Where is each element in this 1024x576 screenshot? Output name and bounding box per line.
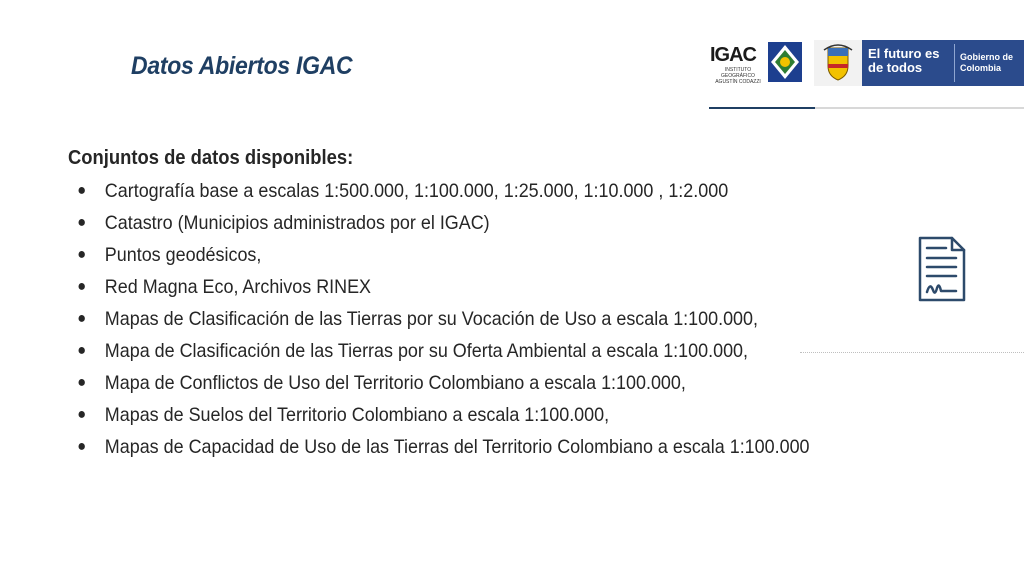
list-item-text: Catastro (Municipios administrados por el IGAC) — [104, 212, 490, 234]
igac-logo-text: IGAC — [710, 44, 756, 66]
bullet-icon: ● — [77, 182, 87, 199]
list-item — [68, 271, 810, 303]
list-item — [68, 239, 810, 271]
bullet-icon: ● — [77, 438, 87, 455]
igac-logo — [708, 40, 804, 86]
igac-emblem-icon — [768, 42, 802, 82]
page-title: Datos Abiertos IGAC — [131, 52, 353, 80]
bullet-icon: ● — [77, 310, 87, 327]
list-item — [68, 399, 810, 431]
bullet-icon: ● — [77, 214, 87, 231]
list-item-text: Mapas de Clasificación de las Tierras por su Vocación de Uso a escala 1:100.000, — [104, 308, 759, 330]
list-item-text: Red Magna Eco, Archivos RINEX — [104, 276, 372, 298]
dataset-list — [68, 175, 874, 463]
list-item-text: Mapas de Capacidad de Uso de las Tierras del Territorio Colombiano a escala 1:100.000 — [104, 436, 810, 458]
list-item-text: Mapa de Conflictos de Uso del Territorio Colombiano a escala 1:100.000, — [104, 372, 686, 394]
bullet-icon: ● — [77, 374, 87, 391]
list-item — [68, 367, 810, 399]
list-item — [68, 431, 810, 463]
header-logos — [708, 40, 1024, 86]
list-item-text: Mapa de Clasificación de las Tierras por su Oferta Ambiental a escala 1:100.000, — [104, 340, 749, 362]
list-item — [68, 207, 810, 239]
bullet-icon: ● — [77, 342, 87, 359]
bullet-icon: ● — [77, 246, 87, 263]
header-rule-accent — [709, 107, 815, 109]
list-item-text: Cartografía base a escalas 1:500.000, 1:100.000, 1:25.000, 1:10.000 , 1:2.000 — [104, 180, 729, 202]
colombia-shield-icon — [814, 40, 862, 86]
signed-document-icon — [916, 234, 968, 304]
list-item — [68, 335, 810, 367]
list-item-text: Mapas de Suelos del Territorio Colombiano a escala 1:100.000, — [104, 404, 610, 426]
gov-name: Gobierno de Colombia — [960, 52, 1014, 73]
list-item-text: Puntos geodésicos, — [104, 244, 262, 266]
gobierno-logo — [814, 40, 1024, 86]
igac-logo-subtext: INSTITUTO GEOGRÁFICO AGUSTÍN CODAZZI — [715, 67, 761, 85]
gov-slogan: El futuro es de todos — [868, 46, 940, 75]
gov-divider — [954, 44, 955, 82]
list-item — [68, 175, 810, 207]
list-item — [68, 303, 810, 335]
bullet-icon: ● — [77, 406, 87, 423]
bullet-icon: ● — [77, 278, 87, 295]
section-heading: Conjuntos de datos disponibles: — [68, 147, 354, 169]
